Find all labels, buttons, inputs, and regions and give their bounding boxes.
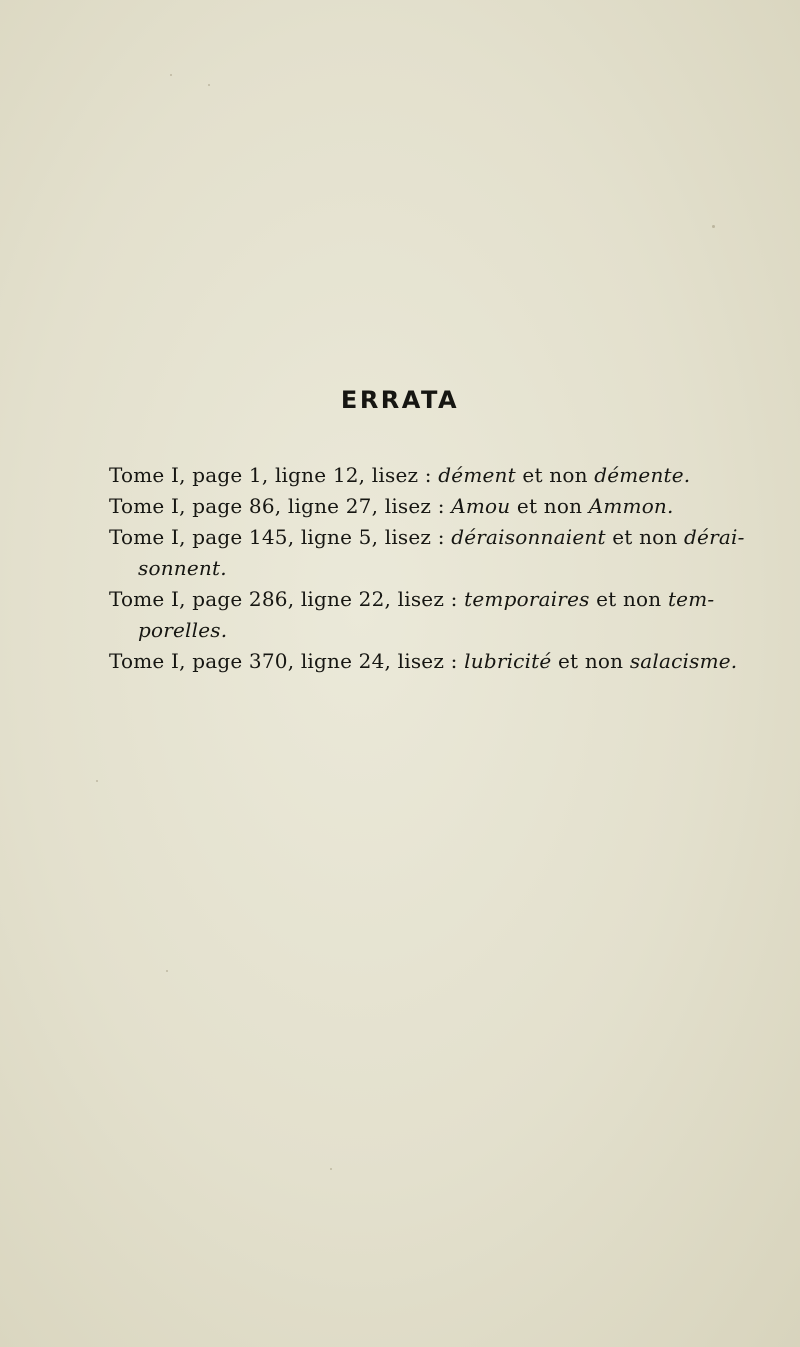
entry-wrong-reading: tem- (667, 587, 715, 611)
entry-wrong-reading: dérai- (684, 525, 745, 549)
entry-reference: Tome I, page 370, ligne 24, lisez : (109, 649, 458, 673)
entry-correct-reading: Amou (451, 494, 511, 518)
entry-continuation: sonnent. (138, 556, 227, 580)
entry-wrong-reading: Ammon. (588, 494, 674, 518)
entry-reference: Tome I, page 145, ligne 5, lisez : (109, 525, 445, 549)
paper-speck (170, 74, 172, 76)
paper-speck (208, 84, 210, 86)
paper-speck (166, 970, 168, 972)
entry-separator: et non (612, 525, 678, 549)
errata-entry (109, 522, 745, 584)
paper-speck (96, 780, 98, 782)
entry-separator: et non (558, 649, 624, 673)
entry-separator: et non (596, 587, 662, 611)
entry-wrong-reading: démente. (594, 463, 691, 487)
errata-list (109, 460, 745, 677)
entry-reference: Tome I, page 1, ligne 12, lisez : (109, 463, 432, 487)
paper-speck (330, 1168, 332, 1170)
entry-correct-reading: dément (438, 463, 516, 487)
page-title: ERRATA (340, 386, 460, 414)
entry-wrong-reading: salacisme. (629, 649, 738, 673)
paper-speck (712, 225, 715, 228)
entry-reference: Tome I, page 86, ligne 27, lisez : (109, 494, 445, 518)
entry-correct-reading: déraisonnaient (451, 525, 606, 549)
entry-separator: et non (522, 463, 588, 487)
entry-continuation: porelles. (138, 618, 228, 642)
errata-entry (109, 584, 739, 646)
entry-correct-reading: lubricité (464, 649, 552, 673)
errata-entry (109, 491, 739, 522)
entry-separator: et non (516, 494, 583, 518)
errata-entry (109, 646, 739, 677)
errata-entry (109, 460, 739, 491)
entry-reference: Tome I, page 286, ligne 22, lisez : (109, 587, 458, 611)
entry-correct-reading: temporaires (464, 587, 590, 611)
